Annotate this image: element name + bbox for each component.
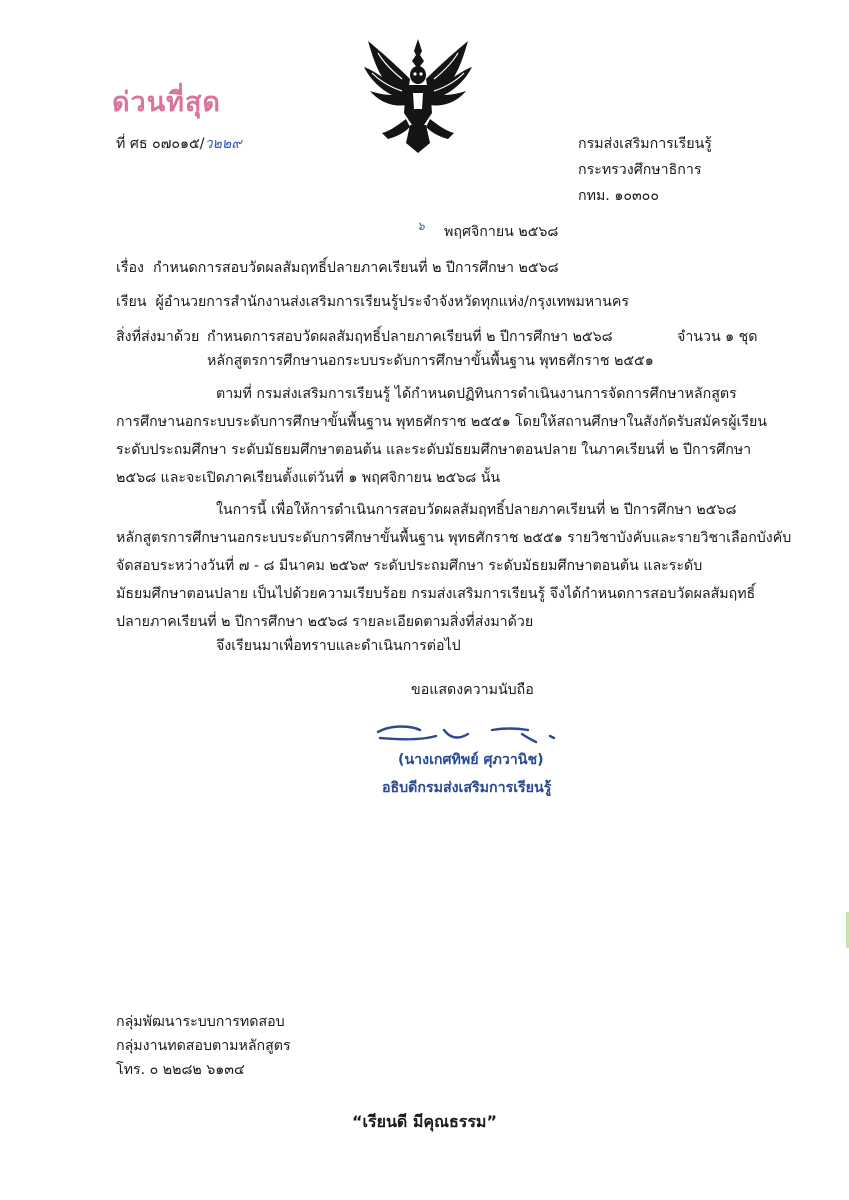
motto: “เรียนดี มีคุณธรรม”: [352, 1112, 497, 1131]
date-day: ๖: [417, 219, 425, 233]
recipient-line: [116, 292, 629, 312]
recipient-text: ผู้อำนวยการสำนักงานส่งเสริมการเรียนรู้ประจำจังหวัดทุกแห่ง/กรุงเทพมหานคร: [155, 294, 629, 310]
closing-regards: ขอแสดงความนับถือ: [411, 682, 534, 698]
enclosure-label: สิ่งที่ส่งมาด้วย: [116, 329, 200, 345]
garuda-emblem-icon: [358, 33, 478, 155]
paragraph-2-line: ในการนี้ เพื่อให้การดำเนินการสอบวัดผลสัมฤทธิ์ปลายภาคเรียนที่ ๒ ปีการศึกษา ๒๕๖๘: [216, 502, 737, 518]
org-line-3: กทม. ๑๐๓๐๐: [578, 188, 659, 204]
body-paragraph-1: [116, 380, 780, 492]
subject-line: [116, 258, 559, 278]
paragraph-1-line: ตามที่ กรมส่งเสริมการเรียนรู้ ได้กำหนดปฏิทินการดำเนินงานการจัดการศึกษาหลักสูตร: [216, 386, 737, 402]
recipient-label: เรียน: [116, 294, 147, 310]
signatory-name: (นางเกศทิพย์ ศุภวานิช): [398, 752, 544, 768]
contact-phone: โทร. ๐ ๒๒๘๒ ๖๑๓๔: [116, 1062, 245, 1078]
paragraph-2-line: ปลายภาคเรียนที่ ๒ ปีการศึกษา ๒๕๖๘ รายละเอียดตามสิ่งที่ส่งมาด้วย: [116, 614, 534, 630]
reference-handwritten: ว๒๒๙: [204, 136, 242, 152]
paragraph-1-line: การศึกษานอกระบบระดับการศึกษาขั้นพื้นฐาน พุทธศักราช ๒๕๕๑ โดยให้สถานศึกษาในสังกัดรับสมัครผู้เรียน: [116, 414, 767, 430]
closing-request: จึงเรียนมาเพื่อทราบและดำเนินการต่อไป: [216, 638, 461, 654]
paragraph-2-line: มัธยมศึกษาตอนปลาย เป็นไปด้วยความเรียบร้อย กรมส่งเสริมการเรียนรู้ จึงได้กำหนดการสอบวัดผลสัมฤทธิ์: [116, 586, 756, 602]
enclosure-item-1: กำหนดการสอบวัดผลสัมฤทธิ์ปลายภาคเรียนที่ ๒ ปีการศึกษา ๒๕๖๘: [207, 329, 613, 345]
paragraph-1-line: ระดับประถมศึกษา ระดับมัธยมศึกษาตอนต้น และระดับมัธยมศึกษาตอนปลาย ในภาคเรียนที่ ๒ ปีการศึกษา: [116, 442, 752, 458]
enclosure-item-2: หลักสูตรการศึกษานอกระบบระดับการศึกษาขั้นพื้นฐาน พุทธศักราช ๒๕๕๑: [207, 353, 654, 369]
subject-label: เรื่อง: [116, 260, 144, 276]
subject-text: กำหนดการสอบวัดผลสัมฤทธิ์ปลายภาคเรียนที่ ๒ ปีการศึกษา ๒๕๖๘: [152, 260, 559, 276]
contact-unit: กลุ่มงานทดสอบตามหลักสูตร: [116, 1038, 291, 1054]
paragraph-2-line: จัดสอบระหว่างวันที่ ๗ - ๘ มีนาคม ๒๕๖๙ ระดับประถมศึกษา ระดับมัธยมศึกษาตอนต้น และระดับ: [116, 558, 703, 574]
date-month-year: พฤศจิกายน ๒๕๖๘: [444, 224, 559, 240]
reference-number: [116, 134, 242, 154]
body-paragraph-2: [116, 496, 792, 636]
signatory-title: อธิบดีกรมส่งเสริมการเรียนรู้: [382, 780, 552, 796]
enclosure-item-1-quantity: จำนวน ๑ ชุด: [677, 329, 758, 345]
org-line-1: กรมส่งเสริมการเรียนรู้: [578, 136, 712, 152]
paragraph-2-line: หลักสูตรการศึกษานอกระบบระดับการศึกษาขั้นพื้นฐาน พุทธศักราช ๒๕๕๑ รายวิชาบังคับและรายวิชาเลือกบังคับ: [116, 530, 792, 546]
handwritten-signature-icon: [372, 720, 562, 750]
reference-label: ที่ ศธ ๐๗๐๑๕/: [116, 136, 205, 152]
org-line-2: กระทรวงศึกษาธิการ: [578, 162, 702, 178]
contact-department: กลุ่มพัฒนาระบบการทดสอบ: [116, 1014, 285, 1030]
urgent-stamp: ด่วนที่สุด: [112, 87, 221, 118]
paragraph-1-line: ๒๕๖๘ และจะเปิดภาคเรียนตั้งแต่วันที่ ๑ พฤศจิกายน ๒๕๖๘ นั้น: [116, 470, 501, 486]
